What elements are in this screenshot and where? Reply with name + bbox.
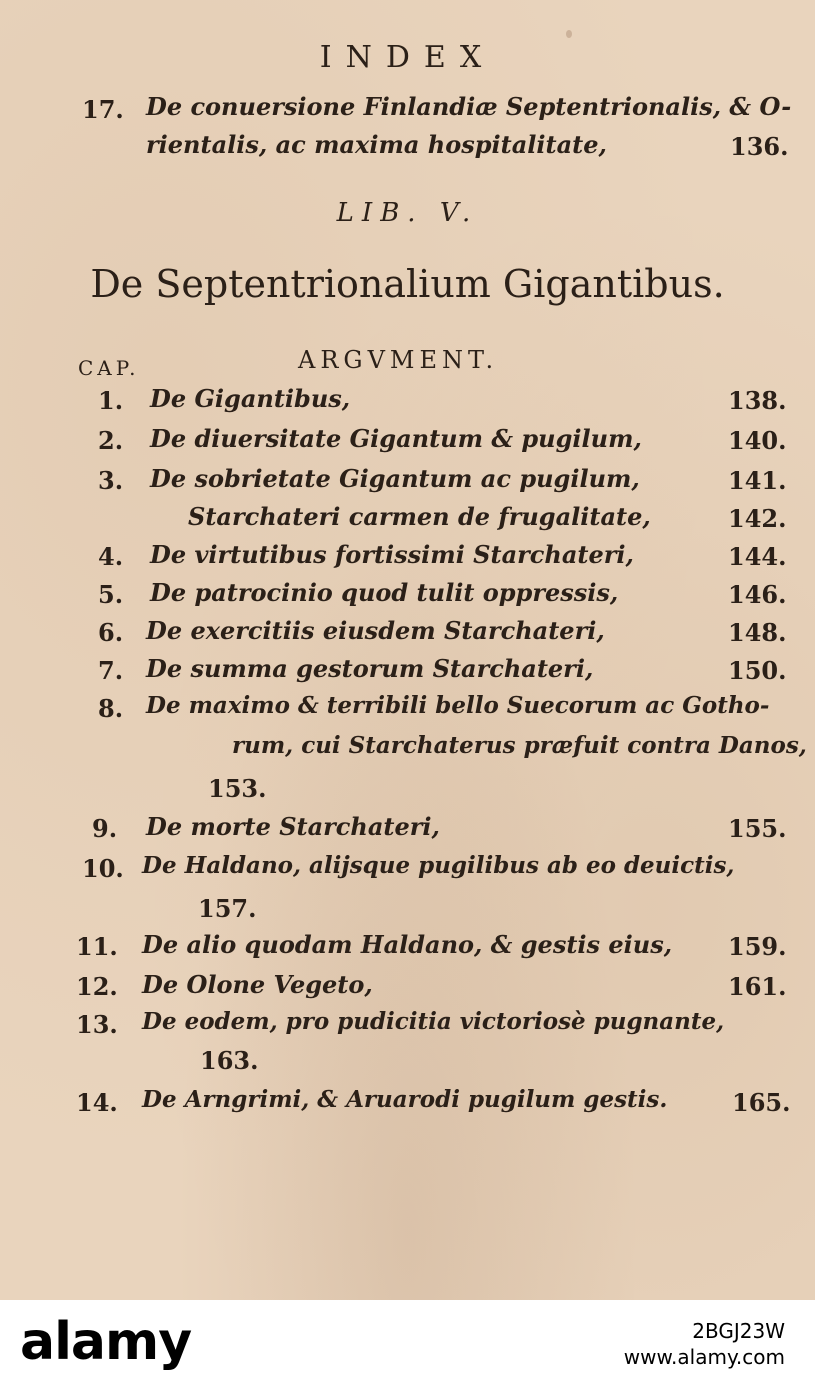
image-id: 2BGJ23W — [692, 1319, 785, 1343]
running-head: INDEX — [319, 40, 496, 75]
entry-text: De maximo & terribili bello Suecorum ac Gotho- — [146, 692, 770, 719]
entry-text: De alio quodam Haldano, & gestis eius, — [142, 930, 673, 959]
entry-text: De exercitiis eiusdem Starchateri, — [146, 616, 605, 645]
entry-text: De Arngrimi, & Aruarodi pugilum gestis. — [142, 1086, 668, 1113]
entry-number: 4. — [98, 542, 124, 571]
entry-number: 14. — [76, 1088, 118, 1117]
page-number: 140. — [728, 426, 787, 455]
entry-text: Starchateri carmen de frugalitate, — [188, 502, 651, 531]
page-number: 165. — [732, 1088, 791, 1117]
entry-text: De summa gestorum Starchateri, — [146, 654, 594, 683]
entry-number: 9. — [92, 814, 118, 843]
entry-text: De Haldano, alijsque pugilibus ab eo deuictis, — [142, 852, 735, 879]
entry-number: 6. — [98, 618, 124, 647]
entry-text: De diuersitate Gigantum & pugilum, — [150, 424, 642, 453]
page-number: 148. — [728, 618, 787, 647]
page-number: 138. — [728, 386, 787, 415]
entry-number: 17. — [82, 95, 124, 124]
column-label-cap: CAP. — [78, 356, 140, 380]
page-number: 157. — [198, 894, 257, 923]
page-number: 146. — [728, 580, 787, 609]
entry-text: De morte Starchateri, — [146, 812, 440, 841]
book-label: LIB. V. — [336, 198, 479, 228]
entry-text: De sobrietate Gigantum ac pugilum, — [150, 464, 640, 493]
entry-text: De virtutibus fortissimi Starchateri, — [150, 540, 634, 569]
entry-number: 3. — [98, 466, 124, 495]
entry-text: rum, cui Starchaterus præfuit contra Danos, — [232, 732, 807, 759]
page-number: 142. — [728, 504, 787, 533]
page-number: 150. — [728, 656, 787, 685]
entry-number: 2. — [98, 426, 124, 455]
entry-text: rientalis, ac maxima hospitalitate, — [146, 130, 607, 159]
page-number: 144. — [728, 542, 787, 571]
page-number: 161. — [728, 972, 787, 1001]
entry-number: 12. — [76, 972, 118, 1001]
entry-number: 11. — [76, 932, 118, 961]
page-number: 155. — [728, 814, 787, 843]
entry-number: 1. — [98, 386, 124, 415]
stock-footer — [0, 1300, 815, 1390]
entry-text: De Gigantibus, — [150, 384, 351, 413]
entry-number: 7. — [98, 656, 124, 685]
entry-text: De patrocinio quod tulit oppressis, — [150, 578, 619, 607]
entry-number: 10. — [82, 854, 124, 883]
brand-logo: alamy — [20, 1312, 192, 1372]
entry-text: De Olone Vegeto, — [142, 970, 373, 999]
page-number: 163. — [200, 1046, 259, 1075]
page-number: 153. — [208, 774, 267, 803]
page-number: 141. — [728, 466, 787, 495]
image-info — [624, 1318, 785, 1370]
site-url: www.alamy.com — [623, 1345, 785, 1369]
book-title: De Septentrionalium Gigantibus. — [90, 262, 725, 306]
ink-stain — [566, 30, 572, 38]
entry-text: De conuersione Finlandiæ Septentrionalis, & O- — [146, 92, 792, 121]
entry-number: 5. — [98, 580, 124, 609]
entry-text: De eodem, pro pudicitia victoriosè pugnante, — [142, 1008, 725, 1035]
entry-number: 8. — [98, 694, 124, 723]
page-number: 159. — [728, 932, 787, 961]
column-label-argument: ARGVMENT. — [298, 346, 499, 374]
page-number: 136. — [730, 132, 789, 161]
entry-number: 13. — [76, 1010, 118, 1039]
